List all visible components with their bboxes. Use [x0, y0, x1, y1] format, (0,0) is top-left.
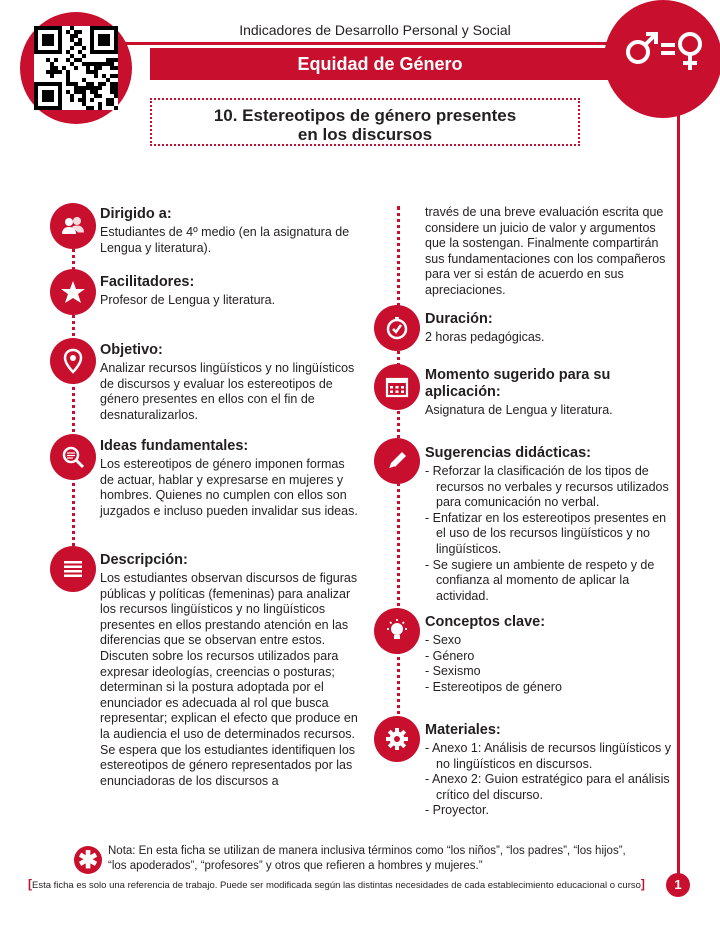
- facilitadores-heading: Facilitadores:: [100, 274, 195, 290]
- sugerencias-list: [425, 464, 677, 604]
- dirigido-heading: Dirigido a:: [100, 206, 172, 222]
- right-margin-rule: [677, 100, 680, 878]
- facilitadores-text: Profesor de Lengua y literatura.: [100, 293, 276, 307]
- ideas-text: Los estereotipos de género imponen formas de actuar, hablar y expresarse en mujeres y hombres. Quienes no cumplen con ellos son juzgados e incluso pueden invalidar sus ideas.: [100, 457, 358, 518]
- lines-icon: [50, 546, 96, 592]
- descripcion-heading: Descripción:: [100, 552, 188, 568]
- footer-disclaimer: [28, 877, 668, 891]
- sugerencia-item: - Enfatizar en los estereotipos presentes en el uso de los recursos lingüísticos y no lingüísticos.: [425, 511, 677, 558]
- header-rule: [120, 42, 640, 45]
- inclusive-language-note: Nota: En esta ficha se utilizan de manera inclusiva términos como “los niños”, “los padres”, “los hijos”, “los apoderados”, “profesores” y otros que refieren a hombres y mujeres.”: [108, 845, 626, 872]
- title-line-2: en los discursos: [297, 125, 433, 144]
- activity-title: [150, 98, 580, 146]
- header-band-title: Equidad de Género: [150, 48, 610, 80]
- magnifier-icon: [50, 434, 96, 480]
- sugerencias-heading: Sugerencias didácticas:: [425, 445, 592, 461]
- pen-icon: [374, 438, 420, 484]
- duracion-text: 2 horas pedagógicas.: [425, 330, 545, 344]
- header-kicker: Indicadores de Desarrollo Personal y Social: [239, 22, 511, 38]
- material-item: - Anexo 1: Análisis de recursos lingüísticos y no lingüísticos en discursos.: [425, 741, 677, 772]
- sugerencia-item: - Reforzar la clasificación de los tipos de recursos no verbales y recursos utilizados para comunicación no verbal.: [425, 464, 677, 511]
- duracion-heading: Duración:: [425, 311, 493, 327]
- location-pin-icon: [50, 338, 96, 384]
- page-number: 1: [666, 873, 690, 897]
- section-facilitadores: [100, 274, 360, 309]
- objetivo-heading: Objetivo:: [100, 342, 163, 358]
- section-objetivo: [100, 342, 360, 423]
- asterisk-icon: ✱: [74, 846, 102, 874]
- calendar-icon: [374, 364, 420, 410]
- momento-heading: Momento sugerido para su aplicación:: [425, 367, 611, 400]
- lightbulb-icon: [374, 608, 420, 654]
- footer-text: Esta ficha es solo una referencia de trabajo. Puede ser modificada según las distintas necesidades de cada establecimiento educacional o curso: [32, 880, 641, 891]
- section-dirigido: [100, 206, 360, 256]
- star-icon: [50, 269, 96, 315]
- people-icon: [50, 203, 96, 249]
- objetivo-text: Analizar recursos lingüísticos y no lingüísticos de discursos y evaluar los estereotipos de género presentes en ellos con el fin de desnaturalizarlos.: [100, 361, 355, 422]
- momento-text: Asignatura de Lengua y literatura.: [425, 403, 613, 417]
- footer-bracket-close: ]: [640, 877, 645, 891]
- concepto-item: - Sexo: [425, 633, 677, 649]
- section-descripcion: [100, 552, 360, 789]
- title-line-1: 10. Estereotipos de género presentes: [213, 106, 517, 125]
- section-conceptos: [425, 614, 677, 695]
- gender-badge: [604, 0, 720, 118]
- section-ideas: [100, 438, 360, 519]
- descripcion-text: Los estudiantes observan discursos de figuras públicas y políticas (femeninas) para analizar los recursos lingüísticos y no lingüísticos presentes en ellos prestando atención en las diferencias que se observan entre estos. Discuten sobre los recursos utilizados para expresar ideologías, creencias o posturas; determinan si la postura adoptada por el enunciador es adecuada al rol que busca representar; explican el efecto que produce en la audiencia el uso de determinados recursos. Se espera que los estudiantes identifiquen los estereotipos de género representados por las enunciadoras de los discursos a: [100, 571, 358, 788]
- materiales-heading: Materiales:: [425, 722, 501, 738]
- section-momento: [425, 367, 677, 419]
- section-sugerencias: [425, 445, 677, 604]
- material-item: - Proyector.: [425, 803, 677, 819]
- clock-icon: [374, 305, 420, 351]
- conceptos-list: [425, 633, 677, 695]
- continuation-text: través de una breve evaluación escrita que considere un juicio de valor y argumentos que la sostengan. Finalmente compartirán sus fundamentaciones con los compañeros para ver si están de acuerdo en sus apreciaciones.: [425, 205, 666, 297]
- qr-code: [20, 12, 132, 124]
- dirigido-text: Estudiantes de 4º medio (en la asignatura de Lengua y literatura).: [100, 225, 350, 255]
- section-duracion: [425, 311, 677, 346]
- section-materiales: [425, 722, 677, 819]
- qr-pattern: [34, 26, 118, 110]
- concepto-item: - Estereotipos de género: [425, 680, 677, 696]
- sugerencia-item: - Se sugiere un ambiente de respeto y de confianza al momento de aplicar la actividad.: [425, 558, 677, 605]
- footer-bracket-open: [: [28, 877, 32, 891]
- gear-icon: [374, 716, 420, 762]
- concepto-item: - Sexismo: [425, 664, 677, 680]
- materiales-list: [425, 741, 677, 819]
- ideas-heading: Ideas fundamentales:: [100, 438, 249, 454]
- description-continuation: [425, 205, 677, 299]
- concepto-item: - Género: [425, 649, 677, 665]
- conceptos-heading: Conceptos clave:: [425, 614, 546, 630]
- male-equals-female-icon: [624, 26, 710, 86]
- material-item: - Anexo 2: Guion estratégico para el análisis crítico del discurso.: [425, 772, 677, 803]
